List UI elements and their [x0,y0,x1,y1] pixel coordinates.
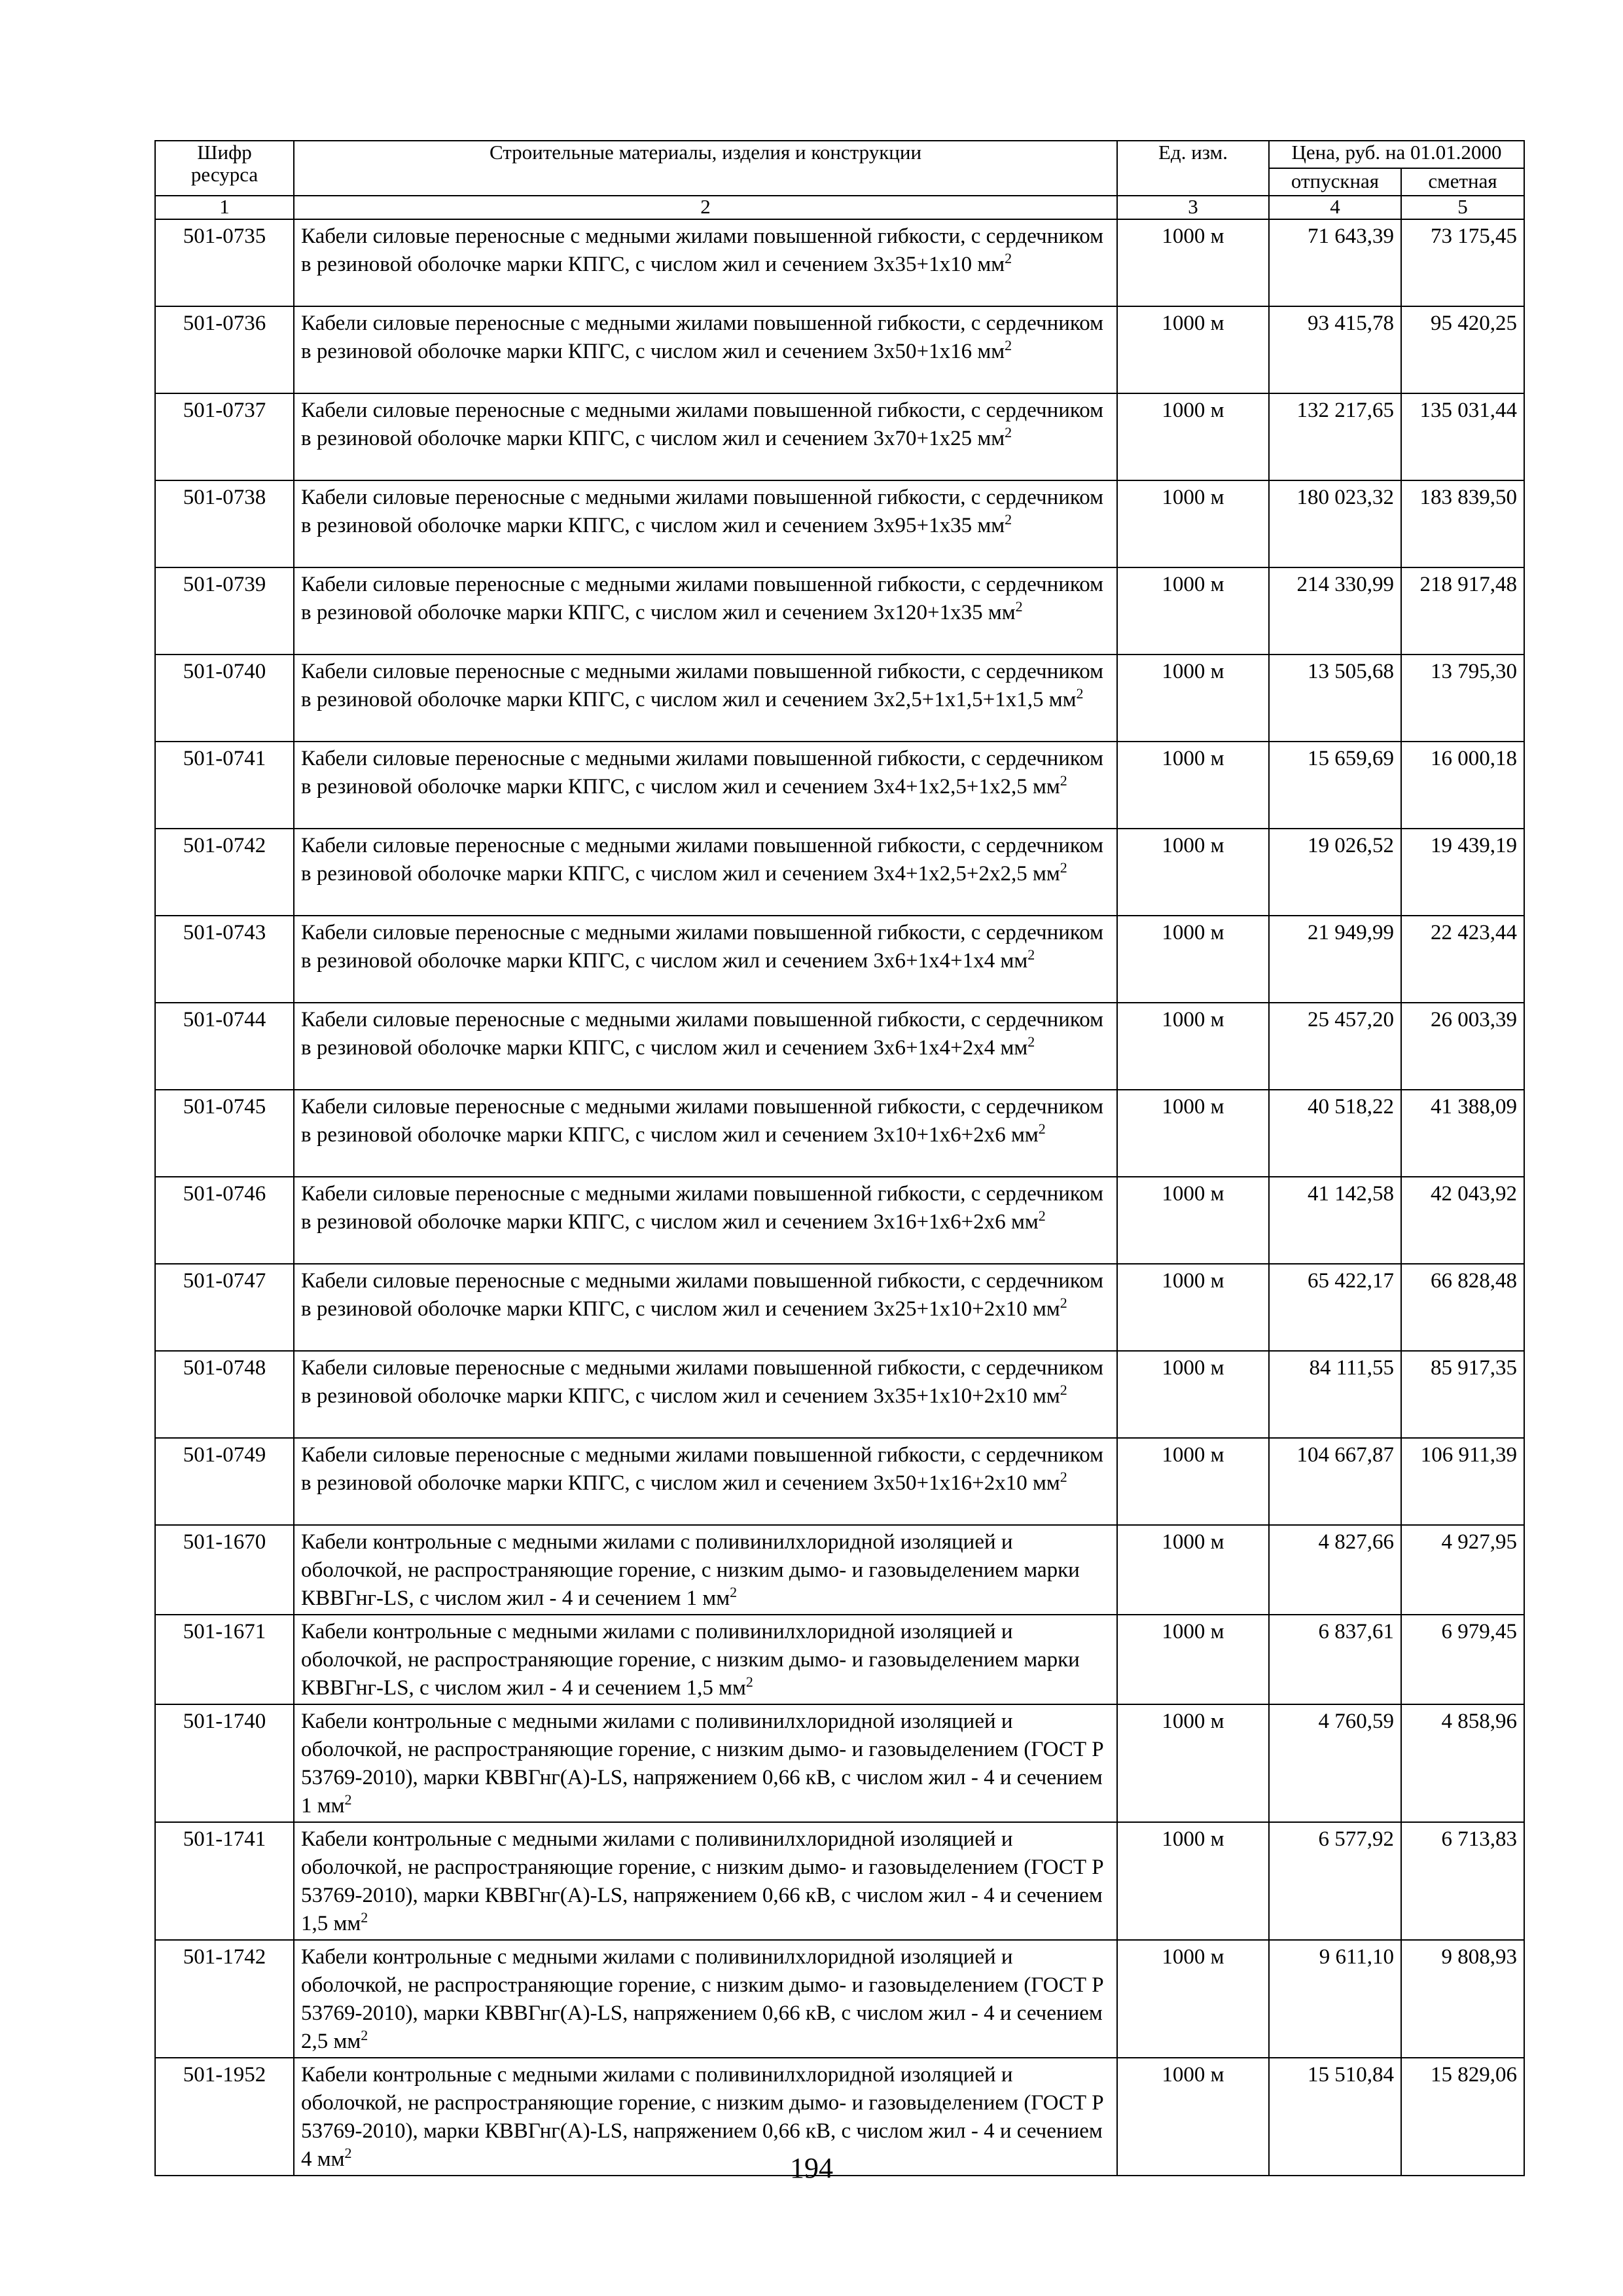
material-name: Кабели силовые переносные с медными жилами повышенной гибкости, с сердечником в резиновой оболочке марки КПГС, с числом жил и сечением 3х120+1х35 мм [301,573,1104,624]
material-name: Кабели силовые переносные с медными жилами повышенной гибкости, с сердечником в резиновой оболочке марки КПГС, с числом жил и сечением 3х70+1х25 мм [301,399,1104,450]
resource-code: 501-0747 [155,1264,294,1351]
price-estimate: 4 858,96 [1401,1704,1524,1822]
unit: 1000 м [1117,1351,1269,1438]
unit: 1000 м [1117,1090,1269,1177]
price-release: 6 577,92 [1269,1822,1401,1940]
price-release: 41 142,58 [1269,1177,1401,1264]
material-name: Кабели силовые переносные с медными жилами повышенной гибкости, с сердечником в резиновой оболочке марки КПГС, с числом жил и сечением 3х35+1х10+2х10 мм [301,1356,1104,1408]
unit: 1000 м [1117,1438,1269,1525]
material-name-cell [294,1940,1117,2058]
table-row [155,1940,1524,2058]
material-name: Кабели силовые переносные с медными жилами повышенной гибкости, с сердечником в резиновой оболочке марки КПГС, с числом жил и сечением 3х50+1х16 мм [301,312,1104,363]
material-name-cell [294,1525,1117,1615]
price-release: 71 643,39 [1269,219,1401,306]
header-unit: Ед. изм. [1117,141,1269,196]
unit: 1000 м [1117,567,1269,655]
price-estimate: 9 808,93 [1401,1940,1524,2058]
unit: 1000 м [1117,2058,1269,2176]
price-estimate: 13 795,30 [1401,655,1524,742]
price-estimate: 16 000,18 [1401,742,1524,829]
resource-code: 501-0741 [155,742,294,829]
material-name-cell [294,306,1117,393]
material-name-cell [294,1438,1117,1525]
table-row [155,480,1524,567]
resource-code: 501-0739 [155,567,294,655]
material-name: Кабели контрольные с медными жилами с поливинилхлоридной изоляцией и оболочкой, не распространяющие горение, с низким дымо- и газовыделением (ГОСТ Р 53769-2010), марки КВВГнг(А)-LS, напряжением 0,66 кВ, с числом жил - 4 и сечением 4 мм [301,2063,1104,2171]
page-number: 194 [790,2152,833,2184]
unit: 1000 м [1117,829,1269,916]
table-row [155,567,1524,655]
unit-superscript: 2 [1060,772,1067,789]
price-estimate: 85 917,35 [1401,1351,1524,1438]
material-name: Кабели силовые переносные с медными жилами повышенной гибкости, с сердечником в резиновой оболочке марки КПГС, с числом жил и сечением 3х2,5+1х1,5+1х1,5 мм [301,660,1104,711]
table-row [155,1704,1524,1822]
price-release: 4 827,66 [1269,1525,1401,1615]
price-estimate: 19 439,19 [1401,829,1524,916]
material-name-cell [294,1264,1117,1351]
material-name: Кабели силовые переносные с медными жилами повышенной гибкости, с сердечником в резиновой оболочке марки КПГС, с числом жил и сечением 3х50+1х16+2х10 мм [301,1443,1104,1495]
resource-code: 501-0737 [155,393,294,480]
unit-superscript: 2 [1060,1469,1067,1485]
price-release: 214 330,99 [1269,567,1401,655]
material-name: Кабели силовые переносные с медными жилами повышенной гибкости, с сердечником в резиновой оболочке марки КПГС, с числом жил и сечением 3х4+1х2,5+2х2,5 мм [301,834,1104,886]
material-name: Кабели силовые переносные с медными жилами повышенной гибкости, с сердечником в резиновой оболочке марки КПГС, с числом жил и сечением 3х4+1х2,5+1х2,5 мм [301,747,1104,798]
price-release: 132 217,65 [1269,393,1401,480]
unit-superscript: 2 [1005,337,1012,353]
price-estimate: 66 828,48 [1401,1264,1524,1351]
price-release: 15 510,84 [1269,2058,1401,2176]
unit: 1000 м [1117,1704,1269,1822]
price-release: 6 837,61 [1269,1615,1401,1704]
unit-superscript: 2 [1038,1208,1046,1224]
unit-superscript: 2 [1038,1121,1046,1137]
unit: 1000 м [1117,1003,1269,1090]
resource-code: 501-0735 [155,219,294,306]
table-row [155,1438,1524,1525]
price-table [154,140,1525,2176]
material-name-cell [294,1615,1117,1704]
table-row [155,1264,1524,1351]
table-row [155,1351,1524,1438]
price-estimate: 95 420,25 [1401,306,1524,393]
resource-code: 501-1742 [155,1940,294,2058]
price-estimate: 183 839,50 [1401,480,1524,567]
price-estimate: 218 917,48 [1401,567,1524,655]
price-release: 84 111,55 [1269,1351,1401,1438]
header-price-estimate: сметная [1401,168,1524,196]
material-name-cell [294,567,1117,655]
material-name-cell [294,1003,1117,1090]
unit-superscript: 2 [1027,946,1035,963]
unit-superscript: 2 [1005,511,1012,528]
resource-code: 501-1671 [155,1615,294,1704]
unit: 1000 м [1117,1822,1269,1940]
unit: 1000 м [1117,393,1269,480]
resource-code: 501-0736 [155,306,294,393]
unit: 1000 м [1117,1940,1269,2058]
resource-code: 501-1952 [155,2058,294,2176]
table-row [155,306,1524,393]
table-row [155,393,1524,480]
material-name: Кабели силовые переносные с медными жилами повышенной гибкости, с сердечником в резиновой оболочке марки КПГС, с числом жил и сечением 3х10+1х6+2х6 мм [301,1095,1104,1147]
column-number: 3 [1117,196,1269,219]
resource-code: 501-0749 [155,1438,294,1525]
material-name-cell [294,1704,1117,1822]
resource-code: 501-0743 [155,916,294,1003]
material-name-cell [294,1351,1117,1438]
material-name-cell [294,219,1117,306]
price-estimate: 6 979,45 [1401,1615,1524,1704]
material-name-cell [294,655,1117,742]
unit-superscript: 2 [1015,598,1023,615]
material-name-cell [294,829,1117,916]
unit-superscript: 2 [361,2027,368,2043]
price-estimate: 4 927,95 [1401,1525,1524,1615]
price-release: 21 949,99 [1269,916,1401,1003]
column-number: 2 [294,196,1117,219]
table-row [155,1003,1524,1090]
price-release: 65 422,17 [1269,1264,1401,1351]
material-name-cell [294,480,1117,567]
column-number: 5 [1401,196,1524,219]
header-price: Цена, руб. на 01.01.2000 [1269,141,1524,168]
price-estimate: 15 829,06 [1401,2058,1524,2176]
price-estimate: 26 003,39 [1401,1003,1524,1090]
unit: 1000 м [1117,1177,1269,1264]
price-estimate: 41 388,09 [1401,1090,1524,1177]
unit-superscript: 2 [1027,1033,1035,1050]
table-row [155,1177,1524,1264]
resource-code: 501-0745 [155,1090,294,1177]
table-row [155,829,1524,916]
unit-superscript: 2 [344,1791,352,1808]
unit-superscript: 2 [1060,859,1067,876]
table-row [155,1525,1524,1615]
header-name: Строительные материалы, изделия и конструкции [294,141,1117,196]
header-price-release: отпускная [1269,168,1401,196]
price-release: 9 611,10 [1269,1940,1401,2058]
resource-code: 501-1670 [155,1525,294,1615]
price-estimate: 42 043,92 [1401,1177,1524,1264]
price-estimate: 6 713,83 [1401,1822,1524,1940]
price-release: 19 026,52 [1269,829,1401,916]
price-release: 93 415,78 [1269,306,1401,393]
material-name-cell [294,1090,1117,1177]
material-name-cell [294,1822,1117,1940]
unit: 1000 м [1117,916,1269,1003]
price-release: 25 457,20 [1269,1003,1401,1090]
unit: 1000 м [1117,1264,1269,1351]
header-code: Шифр ресурса [155,141,294,196]
table-row [155,742,1524,829]
price-estimate: 106 911,39 [1401,1438,1524,1525]
material-name: Кабели контрольные с медными жилами с поливинилхлоридной изоляцией и оболочкой, не распространяющие горение, с низким дымо- и газовыделением (ГОСТ Р 53769-2010), марки КВВГнг(А)-LS, напряжением 0,66 кВ, с числом жил - 4 и сечением 1 мм [301,1710,1104,1818]
material-name: Кабели контрольные с медными жилами с поливинилхлоридной изоляцией и оболочкой, не распространяющие горение, с низким дымо- и газовыделением марки КВВГнг-LS, с числом жил - 4 и сечением 1,5 мм [301,1620,1080,1700]
unit-superscript: 2 [361,1909,368,1926]
unit: 1000 м [1117,1525,1269,1615]
price-release: 180 023,32 [1269,480,1401,567]
material-name: Кабели контрольные с медными жилами с поливинилхлоридной изоляцией и оболочкой, не распространяющие горение, с низким дымо- и газовыделением марки КВВГнг-LS, с числом жил - 4 и сечением 1 мм [301,1530,1080,1610]
column-number-row [155,196,1524,219]
resource-code: 501-0742 [155,829,294,916]
unit-superscript: 2 [1060,1295,1067,1311]
material-name: Кабели силовые переносные с медными жилами повышенной гибкости, с сердечником в резиновой оболочке марки КПГС, с числом жил и сечением 3х35+1х10 мм [301,224,1104,276]
unit-superscript: 2 [344,2145,352,2161]
material-name: Кабели силовые переносные с медными жилами повышенной гибкости, с сердечником в резиновой оболочке марки КПГС, с числом жил и сечением 3х95+1х35 мм [301,486,1104,537]
table-row [155,655,1524,742]
unit: 1000 м [1117,306,1269,393]
material-name-cell [294,393,1117,480]
material-name-cell [294,742,1117,829]
unit: 1000 м [1117,1615,1269,1704]
table-row [155,1090,1524,1177]
resource-code: 501-1741 [155,1822,294,1940]
unit: 1000 м [1117,655,1269,742]
unit: 1000 м [1117,742,1269,829]
resource-code: 501-0748 [155,1351,294,1438]
material-name: Кабели силовые переносные с медными жилами повышенной гибкости, с сердечником в резиновой оболочке марки КПГС, с числом жил и сечением 3х25+1х10+2х10 мм [301,1269,1104,1321]
resource-code: 501-0740 [155,655,294,742]
material-name: Кабели силовые переносные с медными жилами повышенной гибкости, с сердечником в резиновой оболочке марки КПГС, с числом жил и сечением 3х16+1х6+2х6 мм [301,1182,1104,1234]
unit-superscript: 2 [1005,250,1012,266]
resource-code: 501-0746 [155,1177,294,1264]
material-name: Кабели силовые переносные с медными жилами повышенной гибкости, с сердечником в резиновой оболочке марки КПГС, с числом жил и сечением 3х6+1х4+2х4 мм [301,1008,1104,1060]
unit-superscript: 2 [1005,424,1012,440]
unit: 1000 м [1117,480,1269,567]
price-release: 40 518,22 [1269,1090,1401,1177]
table-row [155,1615,1524,1704]
unit-superscript: 2 [1060,1382,1067,1398]
unit-superscript: 2 [730,1584,738,1600]
material-name: Кабели контрольные с медными жилами с поливинилхлоридной изоляцией и оболочкой, не распространяющие горение, с низким дымо- и газовыделением (ГОСТ Р 53769-2010), марки КВВГнг(А)-LS, напряжением 0,66 кВ, с числом жил - 4 и сечением 2,5 мм [301,1945,1104,2053]
unit-superscript: 2 [745,1674,753,1690]
material-name-cell [294,1177,1117,1264]
material-name: Кабели силовые переносные с медными жилами повышенной гибкости, с сердечником в резиновой оболочке марки КПГС, с числом жил и сечением 3х6+1х4+1х4 мм [301,921,1104,973]
resource-code: 501-0744 [155,1003,294,1090]
price-release: 4 760,59 [1269,1704,1401,1822]
column-number: 1 [155,196,294,219]
unit: 1000 м [1117,219,1269,306]
material-name-cell [294,916,1117,1003]
column-number: 4 [1269,196,1401,219]
unit-superscript: 2 [1076,685,1084,702]
resource-code: 501-0738 [155,480,294,567]
price-estimate: 73 175,45 [1401,219,1524,306]
price-estimate: 135 031,44 [1401,393,1524,480]
price-release: 13 505,68 [1269,655,1401,742]
table-header-row [155,141,1524,168]
resource-code: 501-1740 [155,1704,294,1822]
table-row [155,219,1524,306]
price-release: 15 659,69 [1269,742,1401,829]
material-name: Кабели контрольные с медными жилами с поливинилхлоридной изоляцией и оболочкой, не распространяющие горение, с низким дымо- и газовыделением (ГОСТ Р 53769-2010), марки КВВГнг(А)-LS, напряжением 0,66 кВ, с числом жил - 4 и сечением 1,5 мм [301,1827,1104,1935]
table-body [155,219,1524,2176]
table-row [155,1822,1524,1940]
price-estimate: 22 423,44 [1401,916,1524,1003]
table-row [155,916,1524,1003]
price-release: 104 667,87 [1269,1438,1401,1525]
